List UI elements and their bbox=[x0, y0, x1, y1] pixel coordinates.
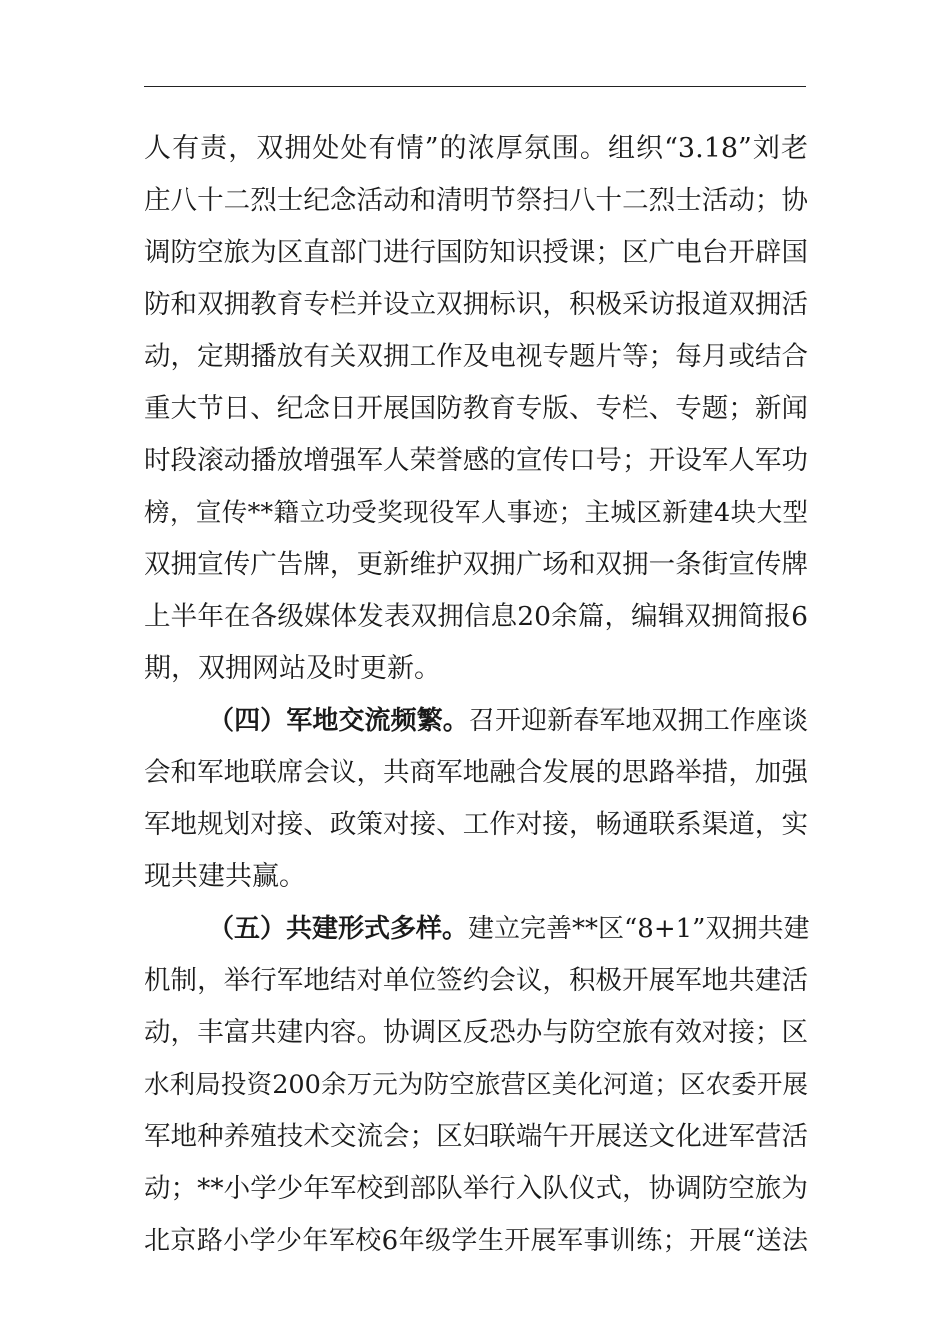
body-line: 榜，宣传**籍立功受奖现役军人事迹；主城区新建4块大型 bbox=[144, 498, 808, 528]
body-line: 调防空旅为区直部门进行国防知识授课；区广电台开辟国 bbox=[144, 237, 808, 268]
body-line: 重大节日、纪念日开展国防教育专版、专栏、专题；新闻 bbox=[144, 393, 808, 424]
body-line: 机制，举行军地结对单位签约会议，积极开展军地共建活 bbox=[144, 965, 808, 996]
section-4-heading: （四）军地交流频繁。 bbox=[208, 706, 469, 736]
body-line: 双拥宣传广告牌，更新维护双拥广场和双拥一条街宣传牌 bbox=[144, 549, 808, 580]
body-line: 动；**小学少年军校到部队举行入队仪式，协调防空旅为 bbox=[144, 1173, 808, 1204]
body-line: 水利局投资200余万元为防空旅营区美化河道；区农委开展 bbox=[144, 1070, 808, 1100]
body-line: 庄八十二烈士纪念活动和清明节祭扫八十二烈士活动；协 bbox=[144, 185, 808, 216]
body-line: 时段滚动播放增强军人荣誉感的宣传口号；开设军人军功 bbox=[144, 445, 808, 476]
body-line: 防和双拥教育专栏并设立双拥标识，积极采访报道双拥活 bbox=[144, 289, 808, 320]
header-rule bbox=[144, 86, 806, 87]
body-line: 北京路小学少年军校6年级学生开展军事训练；开展“送法 bbox=[144, 1226, 808, 1256]
body-line: 军地种养殖技术交流会；区妇联端午开展送文化进军营活 bbox=[144, 1121, 808, 1152]
section-5-heading: （五）共建形式多样。 bbox=[208, 914, 469, 944]
body-line: 现共建共赢。 bbox=[144, 861, 306, 892]
section-5-first-line bbox=[208, 911, 808, 947]
section-4-first-line-text: 召开迎新春军地双拥工作座谈 bbox=[468, 706, 808, 736]
body-line: 军地规划对接、政策对接、工作对接，畅通联系渠道，实 bbox=[144, 809, 808, 840]
section-4-first-line bbox=[208, 703, 808, 739]
body-line: 期，双拥网站及时更新。 bbox=[144, 653, 441, 684]
body-line: 人有责，双拥处处有情”的浓厚氛围。组织“3.18”刘老 bbox=[144, 133, 808, 164]
body-line: 动，定期播放有关双拥工作及电视专题片等；每月或结合 bbox=[144, 341, 808, 372]
body-line: 上半年在各级媒体发表双拥信息20余篇，编辑双拥简报6 bbox=[144, 601, 808, 632]
body-line: 会和军地联席会议，共商军地融合发展的思路举措，加强 bbox=[144, 757, 808, 788]
body-line: 动，丰富共建内容。协调区反恐办与防空旅有效对接；区 bbox=[144, 1017, 808, 1048]
section-5-first-line-text: 建立完善**区“8+1”双拥共建 bbox=[468, 914, 810, 944]
